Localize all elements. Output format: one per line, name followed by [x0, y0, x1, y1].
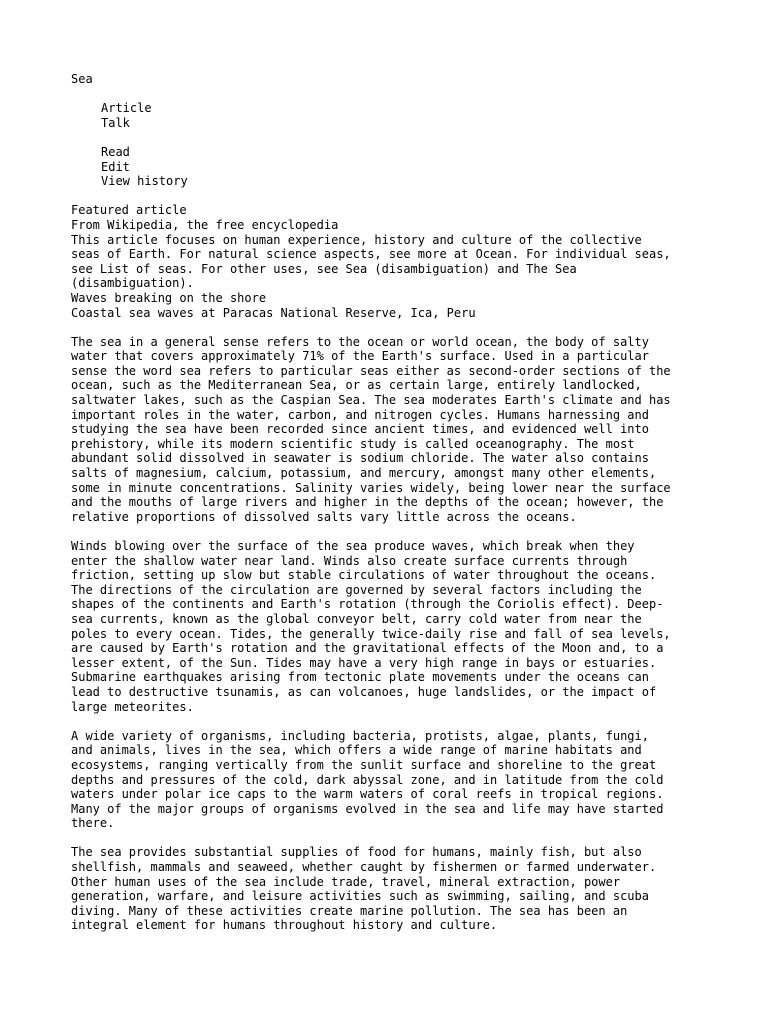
paragraph-organisms: A wide variety of organisms, including bacteria, protists, algae, plants, fungi, and animals, lives in the sea, which offers a wide range of marine habitats and ecosystems, ranging vertically from the sunlit surface and shoreline to the great depths and pressures of the cold, dark abyssal zone, and in latitude from the cold waters under polar ice caps to the warm waters of coral reefs in tropical regions. Many of the major groups of organisms evolved in the sea and life may have started there. [71, 728, 664, 831]
paragraph-human-uses: The sea provides substantial supplies of food for humans, mainly fish, but also shellfish, mammals and seaweed, whether caught by fishermen or farmed underwater. Other human uses of the sea include trade, travel, mineral extraction, power generation, warfare, and leisure activities such as swimming, sailing, and scuba diving. Many of these activities create marine pollution. The sea has been an integral element for humans throughout history and culture. [71, 845, 657, 933]
spacer [71, 130, 711, 145]
tab-talk[interactable]: Talk [101, 115, 130, 130]
view-tabs [71, 145, 711, 189]
spacer [71, 524, 711, 539]
featured-article-label[interactable]: Featured article [71, 203, 187, 218]
namespace-tabs [71, 101, 711, 130]
tab-view-history[interactable]: View history [101, 174, 188, 189]
spacer [71, 831, 711, 846]
image-alt-text[interactable]: Waves breaking on the shore [71, 290, 267, 305]
paragraph-waves: Winds blowing over the surface of the sea produce waves, which break when they enter the shallow water near land. Winds also create surface currents through friction, setting up slow but stable circulations of water throughout the oceans. The directions of the circulation are governed by several factors including the shapes of the continents and Earth's rotation (through the Coriolis effect). Deep- sea currents, known as the global conveyor belt, carry cold water from near the poles to every ocean. Tides, the generally twice-daily rise and fall of sea levels, are caused by Earth's rotation and the gravitational effects of the Moon and, to a lesser extent, of the Sun. Tides may have a very high range in bays or estuaries. Submarine earthquakes arising from tectonic plate movements under the oceans can lead to destructive tsunamis, as can volcanoes, huge landslides, or the impact of large meteorites. [71, 539, 671, 714]
spacer [71, 714, 711, 729]
paragraph-intro: The sea in a general sense refers to the ocean or world ocean, the body of salty water that covers approximately 71% of the Earth's surface. Used in a particular sense the word sea refers to particular seas either as second-order sections of the ocean, such as the Mediterranean Sea, or as certain large, entirely landlocked, saltwater lakes, such as the Caspian Sea. The sea moderates Earth's climate and has important roles in the water, carbon, and nitrogen cycles. Humans harnessing and studying the sea have been recorded since ancient times, and evidenced well into prehistory, while its modern scientific study is called oceanography. The most abundant solid dissolved in seawater is sodium chloride. The water also contains salts of magnesium, calcium, potassium, and mercury, amongst many other elements, some in minute concentrations. Salinity varies widely, being lower near the surface and the mouths of large rivers and higher in the depths of the ocean; however, the relative proportions of dissolved salts vary little across the oceans. [71, 334, 671, 524]
image-caption: Coastal sea waves at Paracas National Reserve, Ica, Peru [71, 305, 476, 320]
site-tagline: From Wikipedia, the free encyclopedia [71, 217, 339, 232]
spacer [71, 189, 711, 204]
spacer [71, 320, 711, 335]
tab-read[interactable]: Read [101, 144, 130, 159]
tab-edit[interactable]: Edit [101, 159, 130, 174]
hatnote: This article focuses on human experience, history and culture of the collective seas of Earth. For natural science aspects, see more at Ocean. For individual seas, see List of seas. For other uses, see Sea (disambiguation) and The Sea (disambiguation). [71, 232, 671, 291]
article-page [71, 72, 711, 933]
spacer [71, 87, 711, 102]
tab-article[interactable]: Article [101, 101, 152, 116]
page-title: Sea [71, 72, 93, 86]
